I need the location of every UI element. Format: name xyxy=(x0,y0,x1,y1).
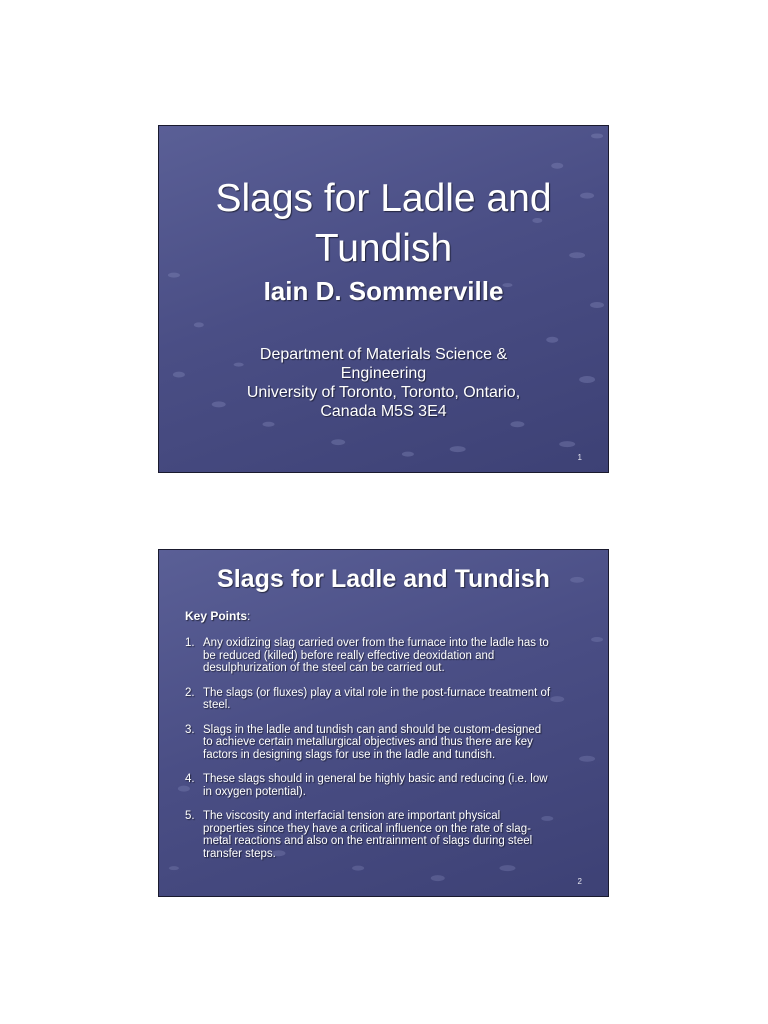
list-item-line: desulphurization of the steel can be carried out. xyxy=(203,662,445,674)
slide-title: Slags for Ladle and Tundish xyxy=(217,565,550,593)
affiliation xyxy=(159,345,608,421)
list-item-number: 1. xyxy=(185,637,195,649)
slide-title-line: Tundish xyxy=(314,227,453,270)
list-item-line: The slags (or fluxes) play a vital role in the post-furnace treatment of xyxy=(203,686,551,699)
list-item-line: in oxygen potential). xyxy=(203,785,306,798)
slide-number: 2 xyxy=(577,877,582,886)
list-item-line: steel. xyxy=(203,699,231,711)
slide-title xyxy=(159,174,608,274)
list-item xyxy=(185,773,585,798)
list-item-line: Any oxidizing slag carried over from the furnace into the ladle has to xyxy=(203,637,549,649)
list-item-line: The viscosity and interfacial tension are important physical xyxy=(203,810,501,822)
list-item-line: These slags should in general be highly basic and reducing (i.e. low xyxy=(203,773,548,785)
affiliation-line: University of Toronto, Toronto, Ontario, xyxy=(246,384,521,401)
list-item-line: Slags in the ladle and tundish can and should be custom-designed xyxy=(203,723,542,736)
list-item xyxy=(185,724,585,762)
slide-2 xyxy=(158,549,609,897)
affiliation-line: Department of Materials Science & xyxy=(259,346,508,363)
list-item-number: 2. xyxy=(185,686,195,699)
affiliation-line: Canada M5S 3E4 xyxy=(320,403,447,420)
list-item-number: 4. xyxy=(185,773,195,785)
list-item-line: factors in designing slags for use in the ladle and tundish. xyxy=(203,748,496,761)
key-points-list xyxy=(185,637,585,872)
key-points-label: Key Points xyxy=(185,609,248,623)
affiliation-line: Engineering xyxy=(340,365,427,382)
list-item xyxy=(185,637,585,675)
list-item-line: properties since they have a critical influence on the rate of slag- xyxy=(203,822,531,835)
list-item-line: be reduced (killed) before really effective deoxidation and xyxy=(203,649,495,662)
slide-title-line: Slags for Ladle and xyxy=(215,177,552,220)
author-name: Iain D. Sommerville xyxy=(263,276,504,306)
key-points-heading xyxy=(185,609,250,623)
list-item-number: 3. xyxy=(185,723,195,736)
list-item-line: transfer steps. xyxy=(203,847,276,860)
slide-1 xyxy=(158,125,609,473)
slide-number: 1 xyxy=(577,453,582,462)
list-item-line: metal reactions and also on the entrainment of slags during steel xyxy=(203,835,533,847)
list-item xyxy=(185,810,585,860)
list-item xyxy=(185,687,585,712)
key-points-colon: : xyxy=(247,609,251,623)
list-item-number: 5. xyxy=(185,810,195,822)
list-item-line: to achieve certain metallurgical objectives and thus there are key xyxy=(203,736,533,748)
